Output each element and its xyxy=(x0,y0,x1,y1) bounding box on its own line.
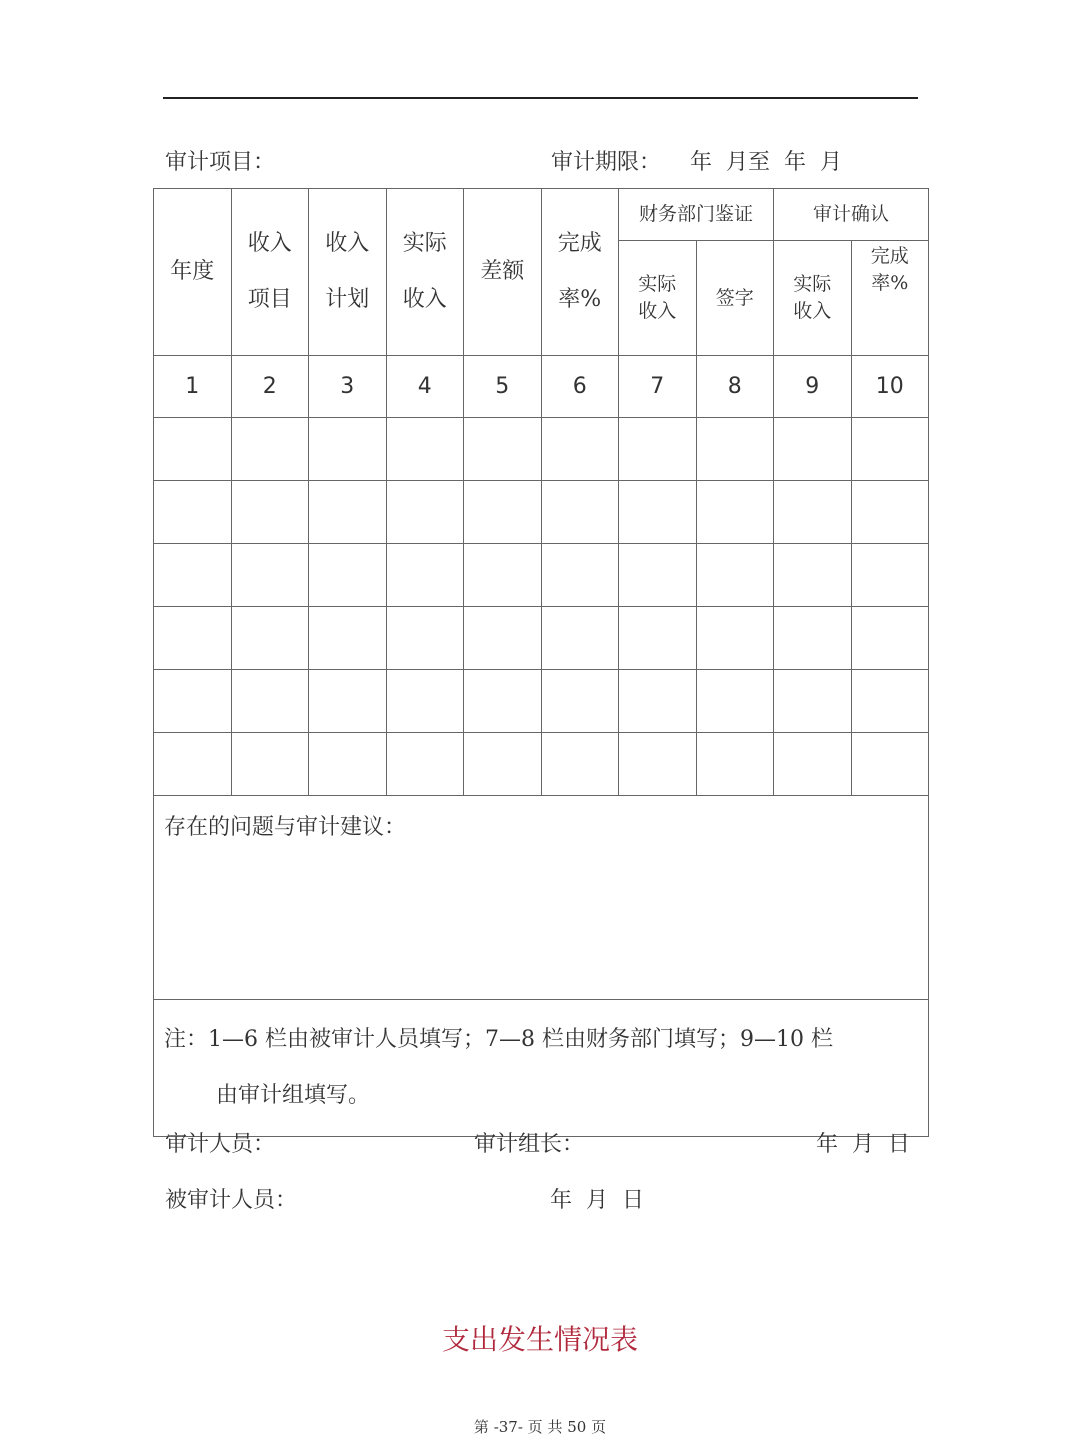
col-income-item: 收入 项目 xyxy=(231,189,309,356)
table-cell[interactable] xyxy=(309,733,387,796)
table-cell[interactable] xyxy=(696,607,774,670)
table-cell[interactable] xyxy=(774,481,852,544)
table-cell[interactable] xyxy=(231,670,309,733)
column-number: 6 xyxy=(541,356,619,418)
table-cell[interactable] xyxy=(696,670,774,733)
table-cell[interactable] xyxy=(774,418,852,481)
table-cell[interactable] xyxy=(541,418,619,481)
table-cell[interactable] xyxy=(696,733,774,796)
table-cell[interactable] xyxy=(619,607,697,670)
table-cell[interactable] xyxy=(619,733,697,796)
table-cell[interactable] xyxy=(386,481,464,544)
column-number: 3 xyxy=(309,356,387,418)
column-number: 8 xyxy=(696,356,774,418)
table-cell[interactable] xyxy=(386,607,464,670)
table-cell[interactable] xyxy=(154,481,232,544)
next-section-title: 支出发生情况表 xyxy=(441,1323,638,1356)
table-cell[interactable] xyxy=(851,607,929,670)
group-finance-verification: 财务部门鉴证 xyxy=(619,189,774,241)
table-cell[interactable] xyxy=(851,544,929,607)
group-audit-confirmation: 审计确认 xyxy=(774,189,929,241)
column-number: 5 xyxy=(464,356,542,418)
table-cell[interactable] xyxy=(464,607,542,670)
auditee-label: 被审计人员： xyxy=(165,1188,298,1213)
column-number: 10 xyxy=(851,356,929,418)
table-row xyxy=(154,607,929,670)
issues-and-suggestions-cell[interactable] xyxy=(154,796,929,1000)
column-number: 7 xyxy=(619,356,697,418)
table-row xyxy=(154,481,929,544)
table-cell[interactable] xyxy=(464,418,542,481)
table-cell[interactable] xyxy=(541,670,619,733)
table-cell[interactable] xyxy=(696,544,774,607)
table-cell[interactable] xyxy=(696,481,774,544)
table-cell[interactable] xyxy=(464,733,542,796)
note-line-1: 注：1—6 栏由被审计人员填写；7—8 栏由财务部门填写；9—10 栏 xyxy=(164,1027,833,1052)
col-actual-income: 实际 收入 xyxy=(386,189,464,356)
col-finance-signature: 签字 xyxy=(696,241,774,356)
date-1: 年 月 日 xyxy=(816,1132,910,1157)
col-audit-actual-income: 实际 收入 xyxy=(774,241,852,356)
table-cell[interactable] xyxy=(386,418,464,481)
table-cell[interactable] xyxy=(154,418,232,481)
table-cell[interactable] xyxy=(231,733,309,796)
table-row xyxy=(154,733,929,796)
page-footer: 第 -37- 页 共 50 页 xyxy=(473,1418,607,1436)
table-cell[interactable] xyxy=(309,670,387,733)
column-number-row xyxy=(154,356,929,418)
note-line-2: 由审计组填写。 xyxy=(216,1083,371,1108)
col-year: 年度 xyxy=(154,189,232,356)
table-cell[interactable] xyxy=(464,670,542,733)
table-cell[interactable] xyxy=(154,544,232,607)
table-cell[interactable] xyxy=(386,670,464,733)
table-cell[interactable] xyxy=(619,418,697,481)
table-cell[interactable] xyxy=(309,481,387,544)
auditor-label: 审计人员： xyxy=(165,1132,276,1157)
table-cell[interactable] xyxy=(386,733,464,796)
col-difference: 差额 xyxy=(464,189,542,356)
table-cell[interactable] xyxy=(541,733,619,796)
table-cell[interactable] xyxy=(309,607,387,670)
audit-period-value: 年 月至 年 月 xyxy=(690,150,842,175)
table-cell[interactable] xyxy=(774,670,852,733)
column-number: 9 xyxy=(774,356,852,418)
table-cell[interactable] xyxy=(851,670,929,733)
table-cell[interactable] xyxy=(231,544,309,607)
table-cell[interactable] xyxy=(619,481,697,544)
table-cell[interactable] xyxy=(231,481,309,544)
leader-label: 审计组长： xyxy=(474,1132,585,1157)
col-finance-actual-income: 实际 收入 xyxy=(619,241,697,356)
issues-label: 存在的问题与审计建议： xyxy=(164,815,407,840)
table-row xyxy=(154,670,929,733)
table-cell[interactable] xyxy=(774,733,852,796)
audit-item-label: 审计项目： xyxy=(165,150,276,175)
table-row xyxy=(154,544,929,607)
table-cell[interactable] xyxy=(851,481,929,544)
table-cell[interactable] xyxy=(309,418,387,481)
date-2: 年 月 日 xyxy=(550,1188,644,1213)
audit-table xyxy=(153,188,929,1137)
col-income-plan: 收入 计划 xyxy=(309,189,387,356)
table-cell[interactable] xyxy=(619,544,697,607)
table-cell[interactable] xyxy=(541,607,619,670)
column-number: 2 xyxy=(231,356,309,418)
table-cell[interactable] xyxy=(154,733,232,796)
table-cell[interactable] xyxy=(386,544,464,607)
table-row xyxy=(154,418,929,481)
table-cell[interactable] xyxy=(464,544,542,607)
table-cell[interactable] xyxy=(851,418,929,481)
table-cell[interactable] xyxy=(774,607,852,670)
audit-period-label: 审计期限： xyxy=(551,150,662,175)
col-audit-completion-rate: 完成 率% xyxy=(851,241,929,356)
table-cell[interactable] xyxy=(541,481,619,544)
column-number: 1 xyxy=(154,356,232,418)
col-completion-rate: 完成 率% xyxy=(541,189,619,356)
table-cell[interactable] xyxy=(619,670,697,733)
note-cell xyxy=(154,1000,929,1137)
table-cell[interactable] xyxy=(309,544,387,607)
table-cell[interactable] xyxy=(774,544,852,607)
table-cell[interactable] xyxy=(231,418,309,481)
column-number: 4 xyxy=(386,356,464,418)
header-rule xyxy=(163,97,918,99)
table-cell[interactable] xyxy=(464,481,542,544)
table-cell[interactable] xyxy=(696,418,774,481)
table-cell[interactable] xyxy=(154,670,232,733)
table-cell[interactable] xyxy=(154,607,232,670)
table-cell[interactable] xyxy=(851,733,929,796)
table-cell[interactable] xyxy=(231,607,309,670)
table-cell[interactable] xyxy=(541,544,619,607)
